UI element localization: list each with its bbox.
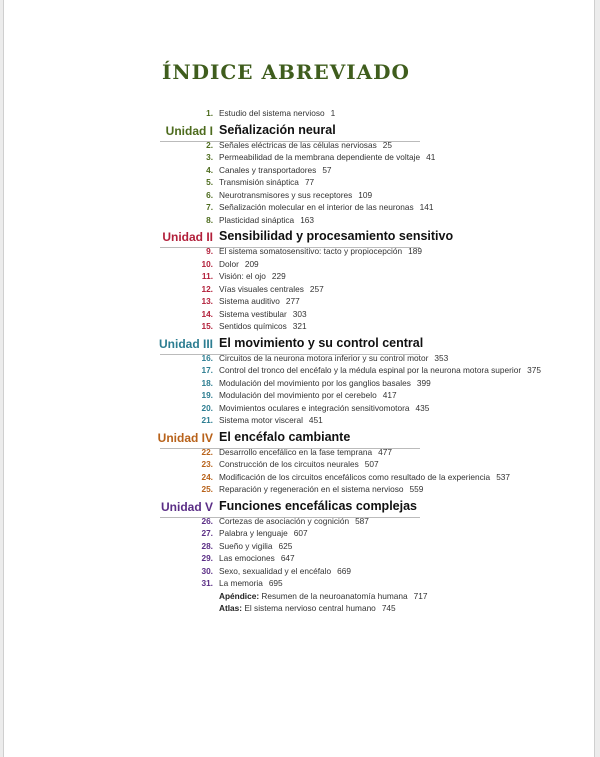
- page-number: 559: [409, 484, 424, 494]
- chapter-number: 19.: [201, 390, 213, 400]
- unit-title: Sensibilidad y procesamiento sensitivo: [219, 229, 454, 243]
- chapter-number: 8.: [206, 214, 213, 225]
- toc-entry[interactable]: [4, 378, 594, 391]
- chapter-title: Dolor 209: [219, 258, 259, 269]
- chapter-title: Sexo, sexualidad y el encéfalo 669: [219, 565, 351, 576]
- page-number: 537: [496, 471, 511, 482]
- toc-entry[interactable]: [4, 553, 594, 566]
- extra-title: Atlas: El sistema nervioso central humano 745: [219, 603, 396, 613]
- chapter-title: Modulación del movimiento por el cerebelo 417: [219, 390, 397, 400]
- page-number: 399: [416, 377, 431, 388]
- page-number: 647: [280, 553, 295, 563]
- chapter-number: 30.: [201, 565, 213, 576]
- unit-label: Unidad I: [165, 123, 213, 138]
- toc-entry[interactable]: [4, 528, 594, 541]
- toc-entry[interactable]: [4, 415, 594, 428]
- chapter-title: Sentidos químicos 321: [219, 321, 307, 331]
- chapter-number: 22.: [201, 446, 213, 457]
- toc-entry[interactable]: [4, 353, 594, 366]
- chapter-number: 23.: [201, 459, 213, 469]
- toc-entry[interactable]: [4, 296, 594, 309]
- toc-entry[interactable]: [4, 516, 594, 529]
- unit-title: El movimiento y su control central: [219, 335, 424, 350]
- chapter-number: 27.: [201, 528, 213, 538]
- page-number: 587: [355, 515, 369, 526]
- chapter-number: 26.: [201, 515, 213, 526]
- toc-entry-extra[interactable]: [4, 591, 594, 604]
- unit-heading[interactable]: [4, 336, 594, 353]
- unit-label: Unidad IV: [157, 430, 213, 445]
- chapter-number: 2.: [206, 139, 213, 150]
- chapter-number: 12.: [201, 283, 213, 294]
- page-number: 25: [382, 139, 392, 150]
- chapter-title: Sistema motor visceral 451: [219, 415, 323, 425]
- chapter-title: Palabra y lenguaje 607: [219, 528, 308, 538]
- page-number: 77: [304, 177, 315, 187]
- toc-entry[interactable]: [4, 309, 594, 322]
- page-number: 189: [408, 246, 422, 256]
- chapter-title: Circuitos de la neurona motora inferior y su control motor 353: [219, 352, 449, 363]
- chapter-title: Canales y transportadores 57: [219, 164, 332, 175]
- chapter-title: Permeabilidad de la membrana dependiente de voltaje 41: [219, 152, 436, 162]
- chapter-number: 29.: [201, 553, 213, 563]
- page-number: 507: [364, 459, 379, 469]
- page-number: 669: [337, 565, 351, 576]
- page-number: 257: [309, 283, 324, 294]
- unit-heading[interactable]: [4, 430, 594, 447]
- chapter-title: Visión: el ojo 229: [219, 271, 286, 281]
- page-number: 303: [292, 308, 307, 319]
- page-number: 417: [382, 390, 397, 400]
- chapter-number: 25.: [201, 484, 213, 494]
- chapter-title: Modulación del movimiento por los ganglios basales 399: [219, 377, 431, 388]
- toc-entry-extra[interactable]: [4, 603, 594, 616]
- chapter-title: Reparación y regeneración en el sistema nervioso 559: [219, 484, 424, 494]
- extra-label: Atlas:: [219, 603, 243, 613]
- page-title: ÍNDICE ABREVIADO: [162, 60, 410, 84]
- page-number: 321: [292, 321, 307, 331]
- chapter-number: 7.: [206, 202, 213, 212]
- page-number: 277: [285, 296, 300, 306]
- toc-entry[interactable]: [4, 541, 594, 554]
- chapter-number: 4.: [206, 164, 213, 175]
- page-number: 477: [378, 446, 392, 457]
- toc-entry[interactable]: [4, 140, 594, 153]
- chapter-number: 21.: [201, 415, 213, 425]
- chapter-number: 11.: [201, 271, 213, 281]
- chapter-title: Sistema vestibular 303: [219, 308, 307, 319]
- chapter-number: 18.: [201, 377, 213, 388]
- chapter-number: 28.: [201, 540, 213, 551]
- page-number: 717: [413, 590, 428, 601]
- chapter-number: 24.: [201, 471, 213, 482]
- chapter-number: 17.: [201, 365, 213, 375]
- toc-entry[interactable]: [4, 390, 594, 403]
- page-number: 695: [268, 578, 283, 588]
- toc-entry[interactable]: [4, 246, 594, 259]
- unit-title: Funciones encefálicas complejas: [219, 498, 417, 513]
- toc-entry[interactable]: [4, 321, 594, 334]
- toc-entry[interactable]: [4, 271, 594, 284]
- chapter-title: Construcción de los circuitos neurales 507: [219, 459, 379, 469]
- chapter-title: El sistema somatosensitivo: tacto y propiocepción 189: [219, 246, 422, 256]
- chapter-number: 15.: [201, 321, 213, 331]
- page-number: 375: [527, 365, 541, 375]
- toc-entry[interactable]: [4, 459, 594, 472]
- toc-entry[interactable]: [4, 472, 594, 485]
- toc-entry[interactable]: [4, 108, 594, 121]
- page-number: 435: [415, 402, 430, 413]
- toc-entry[interactable]: [4, 447, 594, 460]
- chapter-number: 14.: [201, 308, 213, 319]
- page-number: 229: [271, 271, 286, 281]
- toc-entry[interactable]: [4, 165, 594, 178]
- toc-entry[interactable]: [4, 215, 594, 228]
- chapter-title: Control del tronco del encéfalo y la médula espinal por la neurona motora superior 375: [219, 365, 541, 375]
- chapter-title: Transmisión sináptica 77: [219, 177, 315, 187]
- unit-title: El encéfalo cambiante: [219, 429, 351, 444]
- page-number: 109: [358, 189, 373, 200]
- chapter-number: 13.: [201, 296, 213, 306]
- table-of-contents: [4, 108, 594, 616]
- chapter-title: La memoria 695: [219, 578, 283, 588]
- page-number: 41: [426, 152, 436, 162]
- chapter-title: Señales eléctricas de las células nerviosas 25: [219, 139, 392, 150]
- toc-entry[interactable]: [4, 403, 594, 416]
- page-number: 353: [434, 352, 449, 363]
- unit-label: Unidad II: [162, 230, 213, 244]
- unit-label: Unidad III: [159, 336, 213, 351]
- page-number: 1: [330, 108, 336, 118]
- page-number: 57: [322, 164, 332, 175]
- chapter-number: 10.: [201, 258, 213, 269]
- chapter-number: 20.: [201, 402, 213, 413]
- page-number: 745: [381, 603, 396, 613]
- chapter-title: Desarrollo encefálico en la fase temprana 477: [219, 446, 392, 457]
- toc-entry[interactable]: [4, 578, 594, 591]
- unit-label: Unidad V: [160, 499, 213, 514]
- toc-entry[interactable]: [4, 284, 594, 297]
- page-number: 163: [300, 214, 315, 225]
- chapter-title: Señalización molecular en el interior de las neuronas 141: [219, 202, 434, 212]
- page-number: 607: [293, 528, 308, 538]
- chapter-title: Sueño y vigilia 625: [219, 540, 293, 551]
- chapter-title: Neurotransmisores y sus receptores 109: [219, 189, 373, 200]
- chapter-number: 1.: [206, 108, 213, 118]
- chapter-number: 31.: [201, 578, 213, 588]
- toc-entry[interactable]: [4, 484, 594, 497]
- toc-entry[interactable]: [4, 259, 594, 272]
- chapter-number: 5.: [206, 177, 213, 187]
- chapter-title: Vías visuales centrales 257: [219, 283, 324, 294]
- toc-entry[interactable]: [4, 190, 594, 203]
- chapter-title: Plasticidad sináptica 163: [219, 214, 315, 225]
- chapter-number: 9.: [206, 246, 213, 256]
- toc-entry[interactable]: [4, 152, 594, 165]
- document-page: [3, 0, 595, 757]
- chapter-title: Estudio del sistema nervioso 1: [219, 108, 336, 118]
- chapter-title: Las emociones 647: [219, 553, 295, 563]
- chapter-number: 3.: [206, 152, 213, 162]
- extra-label: Apéndice:: [219, 590, 260, 601]
- unit-heading[interactable]: [4, 123, 594, 140]
- chapter-title: Movimientos oculares e integración sensitivomotora 435: [219, 402, 430, 413]
- toc-entry[interactable]: [4, 177, 594, 190]
- extra-title: Apéndice: Resumen de la neuroanatomía humana 717: [219, 590, 428, 601]
- page-number: 451: [308, 415, 323, 425]
- chapter-number: 16.: [201, 352, 213, 363]
- unit-heading[interactable]: [4, 499, 594, 516]
- unit-title: Señalización neural: [219, 122, 336, 137]
- unit-heading[interactable]: [4, 229, 594, 246]
- chapter-number: 6.: [206, 189, 213, 200]
- page-number: 625: [278, 540, 293, 551]
- chapter-title: Modificación de los circuitos encefálicos como resultado de la experiencia 537: [219, 471, 511, 482]
- chapter-title: Cortezas de asociación y cognición 587: [219, 515, 369, 526]
- toc-entry[interactable]: [4, 202, 594, 215]
- toc-entry[interactable]: [4, 365, 594, 378]
- toc-entry[interactable]: [4, 566, 594, 579]
- page-number: 141: [419, 202, 434, 212]
- chapter-title: Sistema auditivo 277: [219, 296, 300, 306]
- page-number: 209: [244, 258, 259, 269]
